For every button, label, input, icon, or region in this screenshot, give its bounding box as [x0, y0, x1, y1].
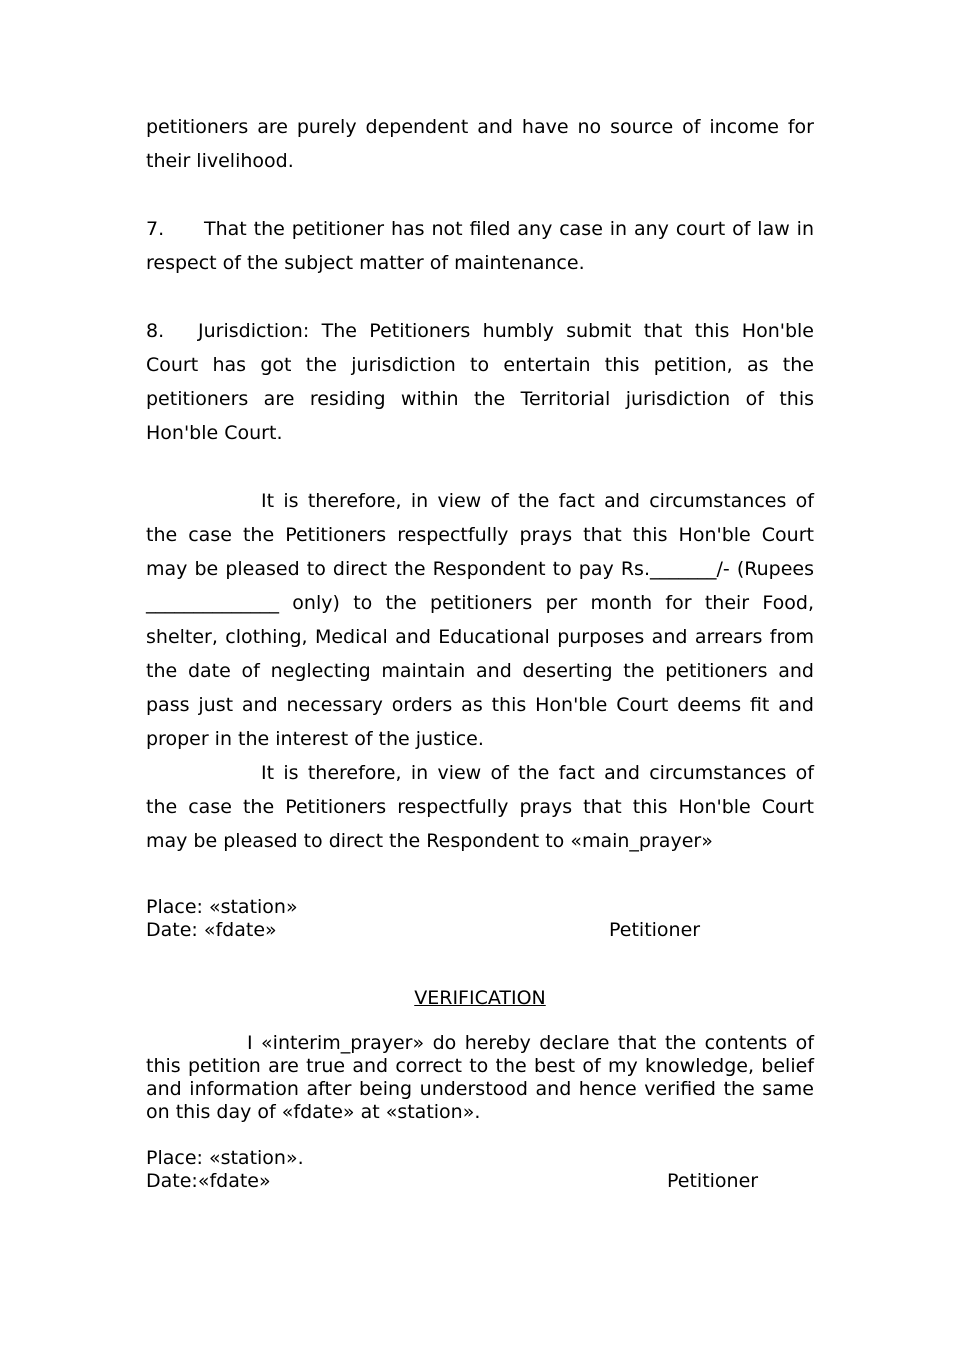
prayer-2-text: It is therefore, in view of the fact and circumstances of the case the Petitioners respectfully prays that this Hon'ble Court may be pleased to direct the Respondent to «main_prayer»: [146, 762, 814, 852]
signature-date-row: [146, 919, 814, 942]
paragraph-8-text: Jurisdiction: The Petitioners humbly submit that this Hon'ble Court has got the jurisdiction to entertain this petition, as the petitioners are residing within the Territorial jurisdiction of this Hon'ble Court.: [146, 320, 814, 444]
document-page: [146, 110, 814, 1193]
signature-place-row: [146, 896, 814, 919]
signature-place: Place: «station»: [146, 896, 298, 918]
prayer-paragraph-2: [146, 756, 814, 858]
paragraph-6-tail: petitioners are purely dependent and have no source of income for their livelihood.: [146, 116, 814, 172]
verification-body: I «interim_prayer» do hereby declare that the contents of this petition are true and correct to the best of my knowledge, belief and information after being understood and hence verified the same on this day of «fdate» at «station».: [146, 1032, 814, 1123]
verification-date-row: [146, 1170, 814, 1193]
paragraph-8: [146, 314, 814, 450]
signature-date: Date: «fdate»: [146, 919, 277, 941]
prayer-paragraph-1: [146, 484, 814, 756]
paragraph-7-number: 7.: [146, 218, 165, 240]
verification-text: [146, 1032, 814, 1124]
paragraph-7: [146, 212, 814, 280]
paragraph-7-text: That the petitioner has not filed any case in any court of law in respect of the subject matter of maintenance.: [146, 218, 814, 274]
verification-place: Place: «station».: [146, 1147, 304, 1169]
verification-date: Date:«fdate»: [146, 1170, 271, 1192]
verification-heading: VERIFICATION: [414, 987, 546, 1009]
petitioner-signature-label: Petitioner: [609, 919, 701, 941]
verification-place-row: [146, 1147, 814, 1170]
prayer-1-text: It is therefore, in view of the fact and circumstances of the case the Petitioners respectfully prays that this Hon'ble Court may be pleased to direct the Respondent to pay Rs._______/- (Rupees ______________ only) to the petitioners per month for their Food, shelter, clothing, Medical and Educational purposes and arrears from the date of neglecting maintain and deserting the petitioners and pass just and necessary orders as this Hon'ble Court deems fit and proper in the interest of the justice.: [146, 490, 814, 750]
verification-petitioner-label: Petitioner: [667, 1170, 759, 1192]
paragraph-8-number: 8.: [146, 320, 165, 342]
